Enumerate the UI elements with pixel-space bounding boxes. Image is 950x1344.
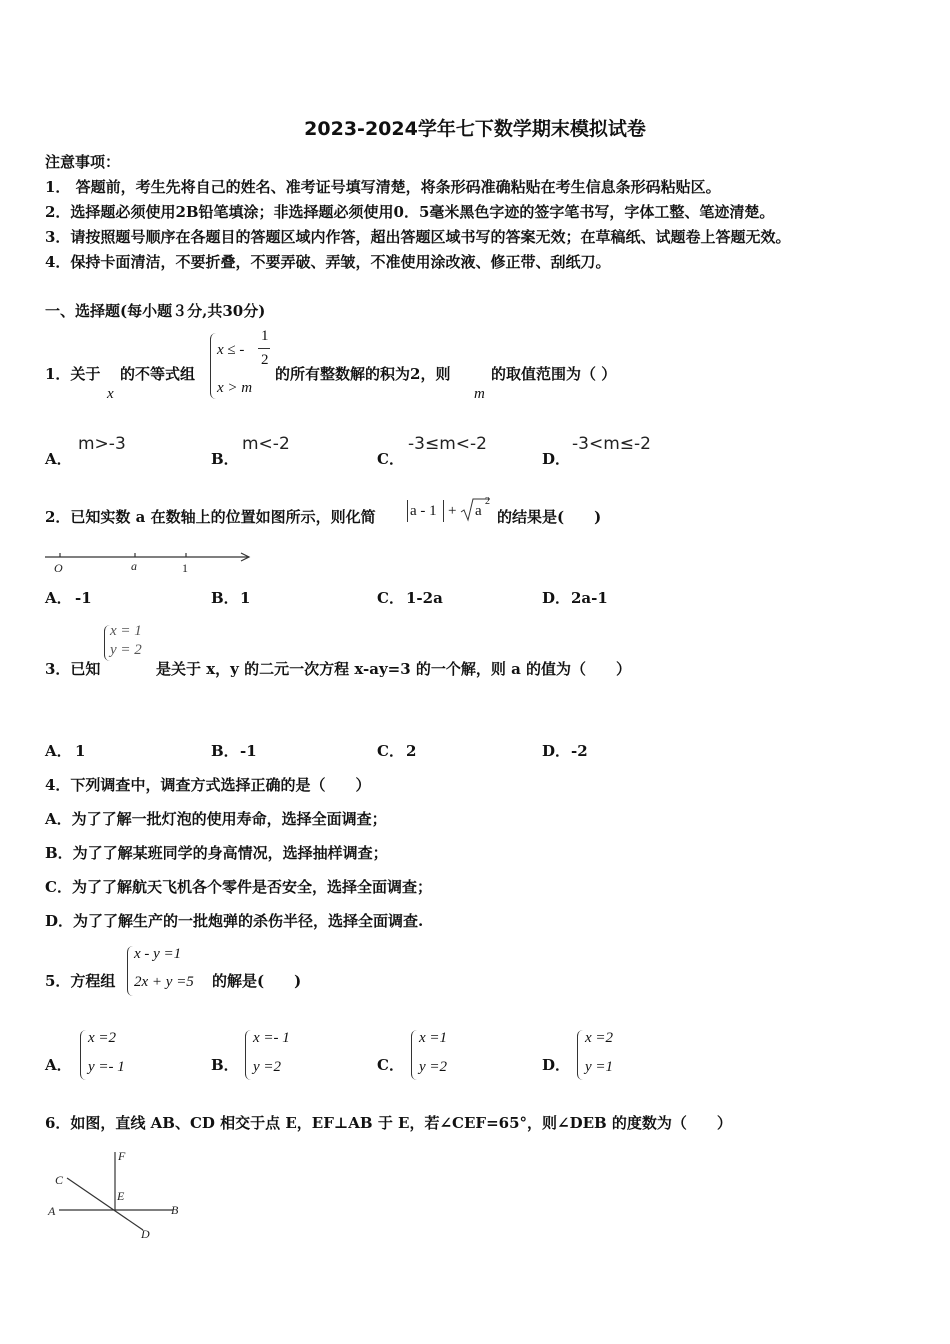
- label-c: C: [55, 1173, 64, 1187]
- q2-sqrt-sign: [460, 497, 476, 523]
- q3-option-b-label: B．: [211, 742, 239, 760]
- q1-option-c-label: C．: [377, 450, 404, 468]
- q2-plus: +: [448, 503, 457, 519]
- q5-brace: [127, 946, 133, 996]
- q3-option-c-label: C．: [377, 742, 404, 760]
- q1-prefix: 1．关于: [45, 365, 101, 383]
- q5-sys-line1: x - y =1: [134, 946, 182, 962]
- q5-option-c-label: C．: [377, 1056, 404, 1074]
- q1-suffix2: 的取值范围为（ ）: [491, 365, 617, 383]
- label-d: D: [141, 1227, 150, 1241]
- q1-frac-den: 2: [261, 352, 269, 368]
- notice-item-2: 2．选择题必须使用2B铅笔填涂；非选择题必须使用0．5毫米黑色字迹的签字笔书写，字体工整、笔迹清楚。: [45, 203, 775, 221]
- q3-sys-line1: x = 1: [110, 623, 142, 639]
- label-b: B: [171, 1203, 179, 1217]
- q3-sys-line2: y = 2: [110, 642, 142, 658]
- q2-option-d: 2a-1: [571, 589, 608, 607]
- q5-option-b-label: B．: [211, 1056, 239, 1074]
- notice-heading: 注意事项：: [45, 153, 121, 171]
- label-origin: O: [54, 561, 63, 575]
- q3-option-d: -2: [571, 742, 588, 760]
- q5-option-b-line2: y =2: [253, 1059, 282, 1075]
- q1-option-d: -3<m≤-2: [572, 434, 651, 454]
- label-a: A: [48, 1204, 56, 1218]
- q1-brace: [210, 333, 216, 399]
- q2-abs-content: a - 1: [410, 503, 437, 519]
- q1-sys-line2: x > m: [217, 380, 253, 396]
- q1-suffix1: 的所有整数解的积为2，则: [275, 365, 451, 383]
- q2-option-c: 1-2a: [406, 589, 443, 607]
- q5-option-a-label: A．: [45, 1056, 72, 1074]
- q2-exponent: 2: [485, 496, 490, 507]
- notice-item-1: 1． 答题前，考生先将自己的姓名、准考证号填写清楚，将条形码准确粘贴在考生信息条形码粘贴区。: [45, 178, 721, 196]
- q5-option-d-line1: x =2: [585, 1030, 614, 1046]
- q3-option-b: -1: [240, 742, 257, 760]
- label-e: E: [117, 1189, 125, 1203]
- q2-option-a-label: A．: [45, 589, 72, 607]
- notice-item-3: 3．请按照题号顺序在各题目的答题区域内作答，超出答题区域书写的答案无效；在草稿纸、试题卷上答题无效。: [45, 228, 791, 246]
- notice-item-4: 4．保持卡面清洁，不要折叠，不要弄破、弄皱，不准使用涂改液、修正带、刮纸刀。: [45, 253, 611, 271]
- q2-option-a: -1: [75, 589, 92, 607]
- q1-option-a-label: A．: [45, 450, 72, 468]
- q5-suffix: 的解是( ): [212, 972, 302, 990]
- q1-sys-line1: x ≤ -: [217, 342, 245, 358]
- q1-mid: 的不等式组: [120, 365, 196, 383]
- q4-option-b: B．为了了解某班同学的身高情况，选择抽样调查；: [45, 844, 388, 862]
- q5-option-c-brace: [411, 1030, 417, 1080]
- q5-option-a-line2: y =- 1: [88, 1059, 125, 1075]
- label-one: 1: [182, 561, 188, 575]
- q2-abs-right: [443, 500, 444, 522]
- q6-stem: 6．如图，直线 AB、CD 相交于点 E，EF⊥AB 于 E，若∠CEF=65°，则∠DEB 的度数为（ ）: [45, 1114, 732, 1132]
- q3-option-a: 1: [75, 742, 86, 760]
- line-cd: [67, 1178, 143, 1230]
- section-heading: 一、选择题(每小题３分,共30分): [45, 302, 266, 320]
- q2-suffix: 的结果是( ): [497, 508, 602, 526]
- q1-var-m: m: [474, 386, 485, 402]
- q5-sys-line2: 2x + y =5: [134, 974, 194, 990]
- number-line: [45, 548, 255, 578]
- q5-option-d-line2: y =1: [585, 1059, 614, 1075]
- q5-option-b-brace: [245, 1030, 251, 1080]
- q3-suffix: 是关于 x，y 的二元一次方程 x-ay=3 的一个解，则 a 的值为（ ）: [156, 660, 632, 678]
- q1-frac-bar: [258, 348, 270, 349]
- label-f: F: [118, 1149, 126, 1163]
- q5-option-c-line1: x =1: [419, 1030, 448, 1046]
- q1-var-x: x: [107, 386, 114, 402]
- q4-option-d: D．为了了解生产的一批炮弹的杀伤半径，选择全面调查.: [45, 912, 424, 930]
- q1-option-b-label: B．: [211, 450, 239, 468]
- label-a: a: [131, 559, 137, 573]
- q4-option-a: A．为了了解一批灯泡的使用寿命，选择全面调查；: [45, 810, 387, 828]
- q5-option-c-line2: y =2: [419, 1059, 448, 1075]
- q5-prefix: 5．方程组: [45, 972, 116, 990]
- q1-option-b: m<-2: [242, 434, 290, 454]
- q5-option-a-brace: [80, 1030, 86, 1080]
- q1-frac-num: 1: [261, 328, 269, 344]
- q3-prefix: 3．已知: [45, 660, 101, 678]
- q5-option-a-line1: x =2: [88, 1030, 117, 1046]
- q5-option-d-brace: [577, 1030, 583, 1080]
- geometry-figure: [45, 1148, 190, 1240]
- q2-prefix: 2．已知实数 a 在数轴上的位置如图所示，则化简: [45, 508, 376, 526]
- q5-option-d-label: D．: [542, 1056, 571, 1074]
- q1-option-c: -3≤m<-2: [408, 434, 487, 454]
- q2-abs-left: [407, 500, 408, 522]
- q5-option-b-line1: x =- 1: [253, 1030, 290, 1046]
- q2-option-c-label: C．: [377, 589, 404, 607]
- q3-option-d-label: D．: [542, 742, 571, 760]
- q4-option-c: C．为了了解航天飞机各个零件是否安全，选择全面调查；: [45, 878, 432, 896]
- q4-stem: 4．下列调查中，调查方式选择正确的是（ ）: [45, 776, 371, 794]
- q1-option-d-label: D．: [542, 450, 571, 468]
- q3-option-c: 2: [406, 742, 417, 760]
- q2-option-b-label: B．: [211, 589, 239, 607]
- q2-option-d-label: D．: [542, 589, 571, 607]
- q2-sqrt-content: a: [475, 503, 482, 519]
- q2-option-b: 1: [240, 589, 251, 607]
- q1-option-a: m>-3: [78, 434, 126, 454]
- q3-option-a-label: A．: [45, 742, 72, 760]
- page-title: 2023-2024学年七下数学期末模拟试卷: [304, 118, 646, 140]
